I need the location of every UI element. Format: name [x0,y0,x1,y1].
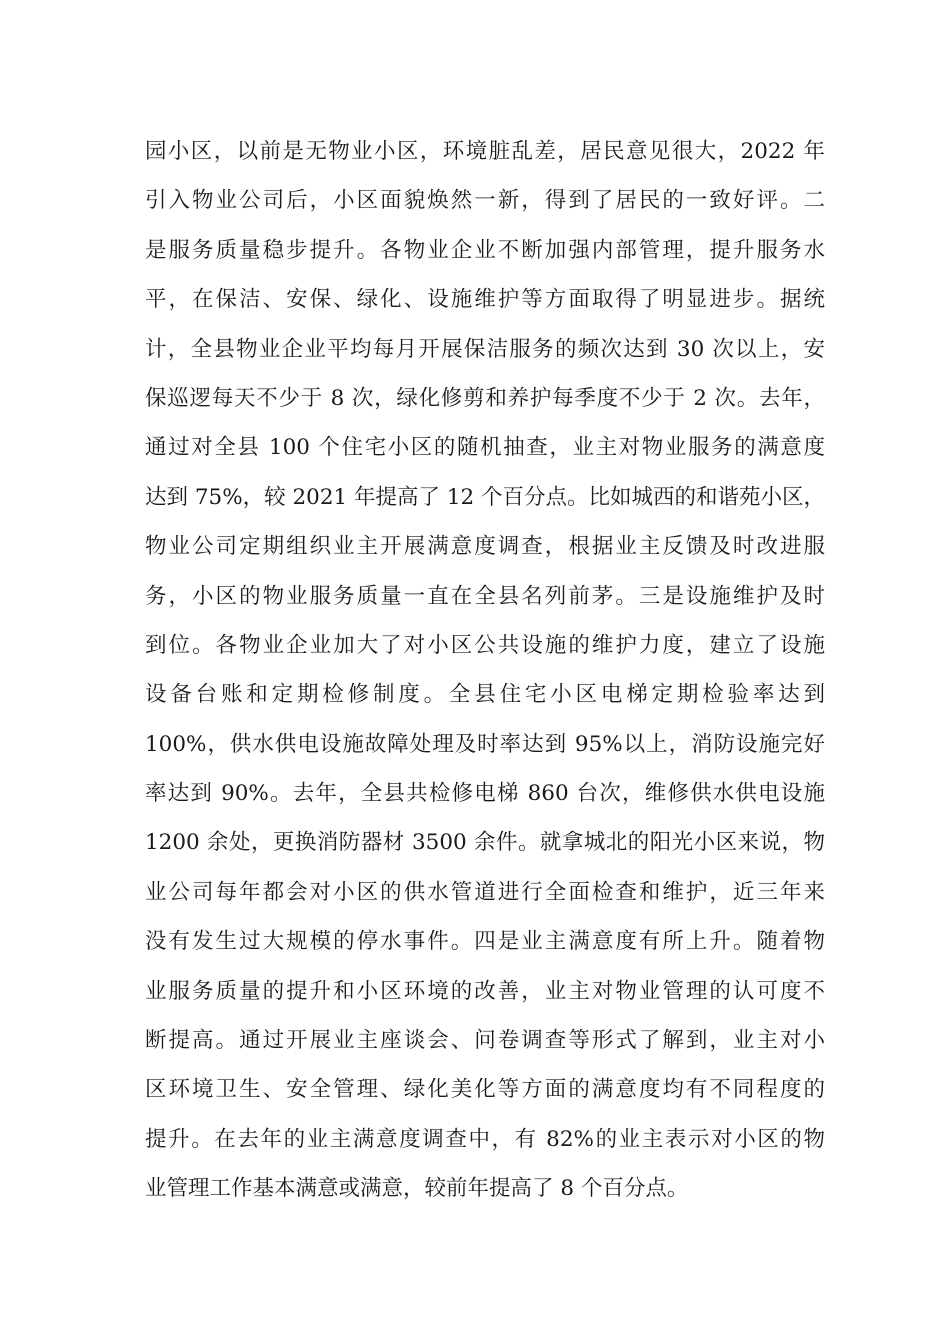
text-line: 物业公司定期组织业主开展满意度调查，根据业主反馈及时改进服 [145,534,825,560]
text-line: 务，小区的物业服务质量一直在全县名列前茅。三是设施维护及时 [145,583,825,609]
text-line: 引入物业公司后，小区面貌焕然一新，得到了居民的一致好评。二 [145,188,825,214]
text-line: 1200 余处，更换消防器材 3500 余件。就拿城北的阳光小区来说，物 [145,830,825,856]
text-line: 保巡逻每天不少于 8 次，绿化修剪和养护每季度不少于 2 次。去年， [145,385,825,411]
text-line: 业服务质量的提升和小区环境的改善，业主对物业管理的认可度不 [145,978,825,1004]
text-line: 平，在保洁、安保、绿化、设施维护等方面取得了明显进步。据统 [145,287,825,313]
text-line: 提升。在去年的业主满意度调查中，有 82%的业主表示对小区的物 [145,1126,825,1152]
text-line: 通过对全县 100 个住宅小区的随机抽查，业主对物业服务的满意度 [145,435,825,461]
text-line: 到位。各物业企业加大了对小区公共设施的维护力度，建立了设施 [145,632,825,658]
text-line: 率达到 90%。去年，全县共检修电梯 860 台次，维修供水供电设施 [145,781,825,807]
text-line: 断提高。通过开展业主座谈会、问卷调查等形式了解到，业主对小 [145,1028,825,1054]
text-line: 计，全县物业企业平均每月开展保洁服务的频次达到 30 次以上，安 [145,336,825,362]
text-line: 区环境卫生、安全管理、绿化美化等方面的满意度均有不同程度的 [145,1077,825,1103]
text-line: 100%，供水供电设施故障处理及时率达到 95%以上，消防设施完好 [145,731,825,757]
text-line: 是服务质量稳步提升。各物业企业不断加强内部管理，提升服务水 [145,237,825,263]
body-paragraph [145,127,825,1214]
text-line: 业管理工作基本满意或满意，较前年提高了 8 个百分点。 [145,1176,689,1202]
text-line: 业公司每年都会对小区的供水管道进行全面检查和维护，近三年来 [145,879,825,905]
text-line: 没有发生过大规模的停水事件。四是业主满意度有所上升。随着物 [145,929,825,955]
text-line: 园小区，以前是无物业小区，环境脏乱差，居民意见很大，2022 年 [145,139,825,164]
text-line: 设备台账和定期检修制度。全县住宅小区电梯定期检验率达到 [145,682,825,708]
text-line: 达到 75%，较 2021 年提高了 12 个百分点。比如城西的和谐苑小区， [145,484,826,510]
